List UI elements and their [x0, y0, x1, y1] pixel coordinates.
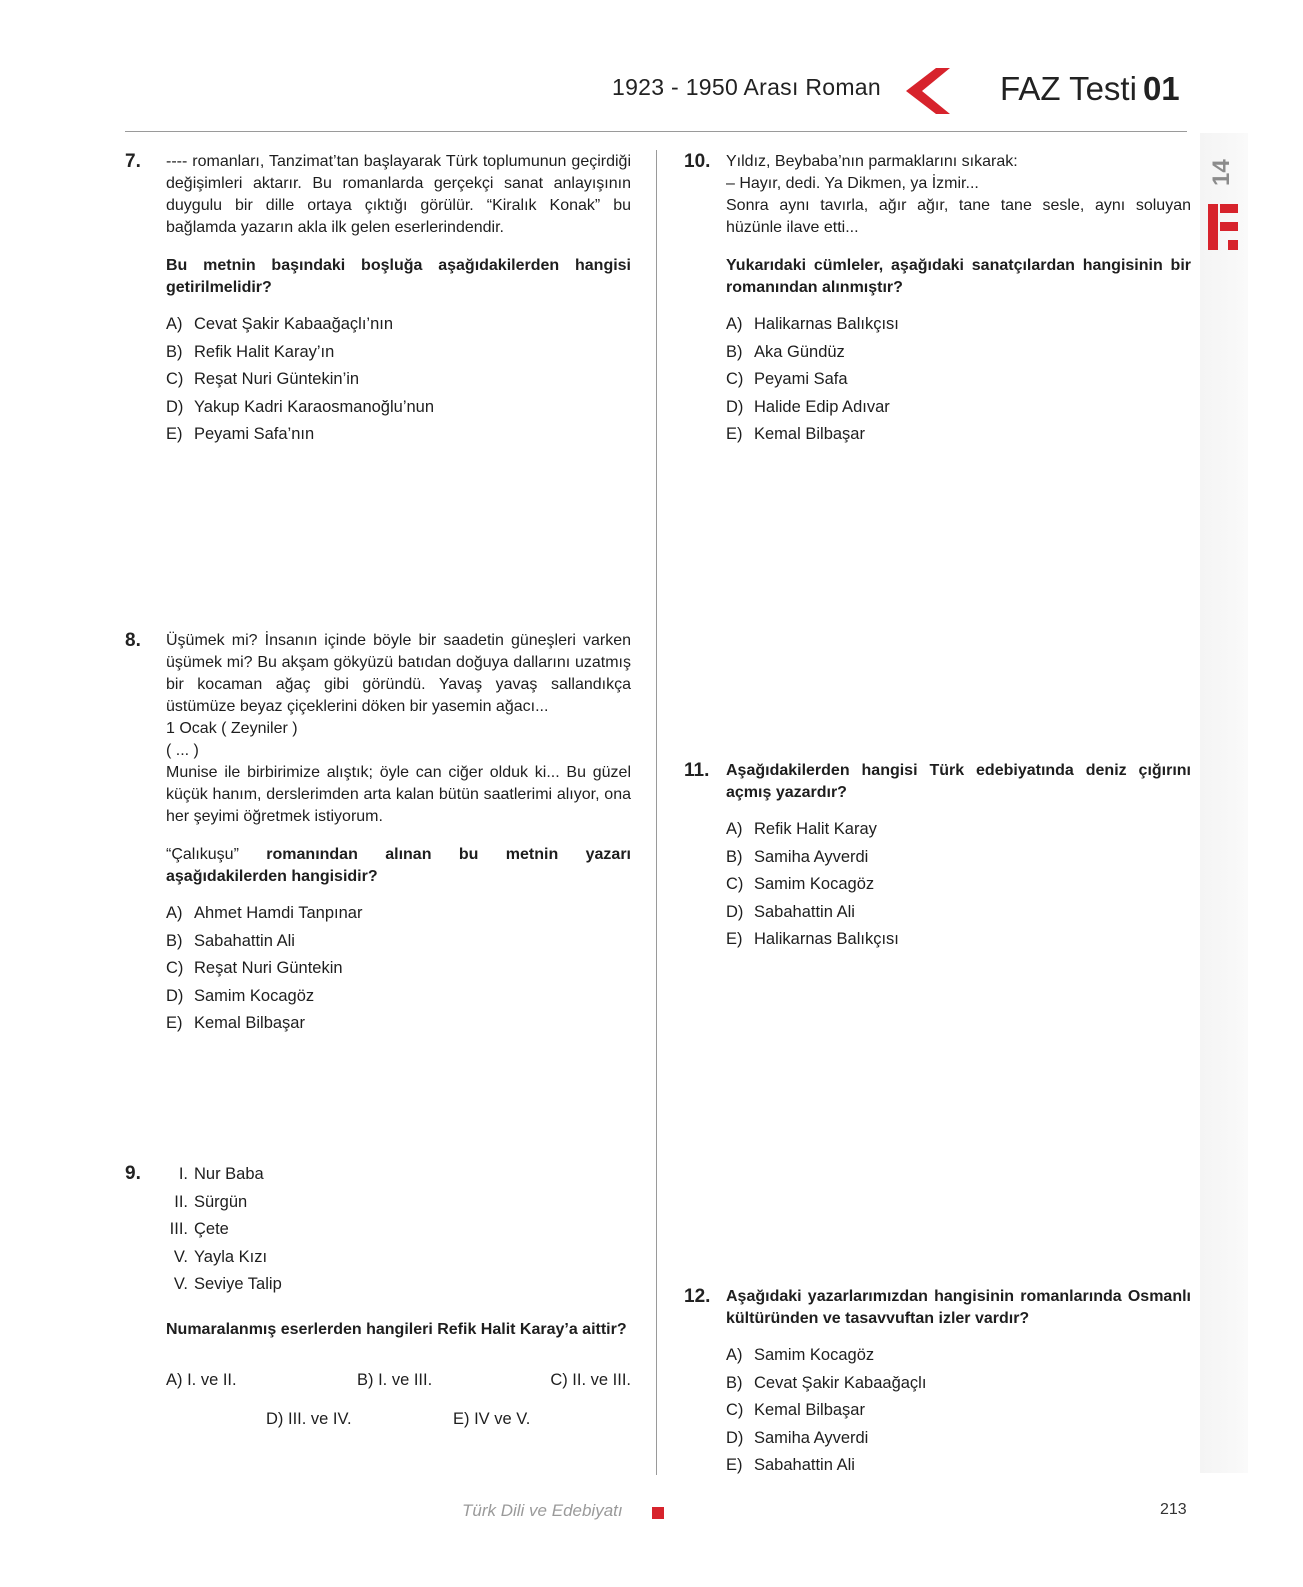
option-d[interactable]: D) III. ve IV. — [266, 1409, 352, 1428]
question-9 — [166, 1163, 631, 1441]
option-a[interactable]: A) Ahmet Hamdi Tanpınar — [166, 904, 363, 922]
question-prompt: Aşağıdaki yazarlarımızdan hangisinin romanlarında Osmanlı kültüründen ve tasavvuftan izler vardır? — [726, 1288, 1191, 1327]
option-c[interactable]: C) II. ve III. — [550, 1370, 631, 1389]
answer-options — [726, 313, 1191, 451]
page-number: 213 — [1160, 1501, 1187, 1518]
option-d[interactable]: D) Samim Kocagöz — [166, 986, 315, 1005]
passage-text: Sonra aynı tavırla, ağır ağır, tane tane sesle, aynı soluyan hüzünle ilave etti... — [726, 197, 1191, 236]
fasikul-mark-icon — [1208, 202, 1240, 252]
passage-date: 1 Ocak ( Zeyniler ) — [166, 720, 298, 737]
question-stem — [726, 151, 1191, 239]
numbered-works-list — [166, 1163, 631, 1301]
side-tab-number: 14 — [1208, 159, 1235, 186]
question-prompt: “Çalıkuşu” romanından alınan bu metnin yazarı aşağıdakilerden hangisidir? — [166, 846, 631, 885]
footer-subject: Türk Dili ve Edebiyatı — [462, 1501, 623, 1520]
question-number: 12. — [684, 1286, 711, 1307]
option-c[interactable]: C) Reşat Nuri Güntekin — [166, 959, 343, 977]
option-e[interactable]: E) Peyami Safa’nın — [166, 425, 315, 443]
option-d[interactable]: D) Halide Edip Adıvar — [726, 397, 890, 416]
option-d[interactable]: D) Samiha Ayverdi — [726, 1428, 869, 1447]
test-title — [1000, 70, 1180, 108]
square-icon — [652, 1507, 664, 1519]
question-prompt: Numaralanmış eserlerden hangileri Refik Halit Karay’a aittir? — [166, 1320, 627, 1338]
question-number: 10. — [684, 151, 711, 172]
list-item: V. Yayla Kızı — [173, 1247, 268, 1266]
option-e[interactable]: E) IV ve V. — [453, 1409, 531, 1428]
question-10 — [726, 151, 1191, 451]
answer-options — [166, 1361, 631, 1441]
question-prompt: Bu metnin başındaki boşluğa aşağıdakilerden hangisi getirilmelidir? — [166, 257, 631, 296]
question-12 — [726, 1286, 1191, 1482]
option-b[interactable]: B) Samiha Ayverdi — [726, 847, 869, 866]
option-b[interactable]: B) Aka Gündüz — [726, 342, 845, 361]
question-11 — [726, 760, 1191, 956]
side-tab — [1200, 133, 1248, 1473]
option-b[interactable]: B) Cevat Şakir Kabaağaçlı — [726, 1373, 927, 1392]
question-7 — [166, 151, 631, 451]
passage-text: Yıldız, Beybaba’nın parmaklarını sıkarak: — [726, 153, 1018, 170]
option-e[interactable]: E) Sabahattin Ali — [726, 1456, 855, 1474]
option-c[interactable]: C) Kemal Bilbaşar — [726, 1401, 865, 1419]
option-a[interactable]: A) Cevat Şakir Kabaağaçlı’nın — [166, 315, 394, 333]
option-c[interactable]: C) Samim Kocagöz — [726, 875, 875, 893]
question-stem — [166, 630, 631, 828]
question-prompt: Yukarıdaki cümleler, aşağıdaki sanatçılardan hangisinin bir romanından alınmıştır? — [726, 257, 1191, 296]
option-e[interactable]: E) Kemal Bilbaşar — [166, 1014, 305, 1032]
passage-text: Munise ile birbirimize alıştık; öyle can ciğer olduk ki... Bu güzel küçük hanım, derslerimden arta kalan bütün saatlerimi alıyor, ona her şeyimi öğretmek istiyorum. — [166, 764, 631, 825]
answer-options — [166, 313, 631, 451]
answer-options — [166, 902, 631, 1040]
test-label: FAZ Testi — [1000, 70, 1137, 107]
question-8 — [166, 630, 631, 1040]
option-a[interactable]: A) Halikarnas Balıkçısı — [726, 315, 899, 333]
option-c[interactable]: C) Peyami Safa — [726, 370, 848, 388]
option-a[interactable]: A) I. ve II. — [166, 1370, 237, 1389]
question-number: 11. — [684, 760, 710, 781]
passage-text: Üşümek mi? İnsanın içinde böyle bir saadetin güneşleri varken üşümek mi? Bu akşam gökyüzü batıdan doğuya dallarını uzatmış bir kocaman ağaç gibi göründü. Yavaş yavaş sallandıkça üstümüze beyaz çiçeklerini döken bir yasemin ağacı... — [166, 632, 631, 715]
question-stem: ---- romanları, Tanzimat’tan başlayarak Türk toplumunun geçirdiği değişimleri aktarır. Bu romanlarda gerçekçi sanat anlayışının duygulu bir dille ortaya çıktığı görülür. “Kiralık Konak” bu bağlamda yazarın akla ilk gelen eserlerindendir. — [166, 153, 631, 236]
column-divider — [656, 150, 657, 1475]
option-b[interactable]: B) Refik Halit Karay’ın — [166, 342, 335, 361]
question-prompt: Aşağıdakilerden hangisi Türk edebiyatında deniz çığırını açmış yazardır? — [726, 762, 1191, 801]
chapter-title: 1923 - 1950 Arası Roman — [611, 74, 881, 100]
option-d[interactable]: D) Sabahattin Ali — [726, 902, 855, 921]
passage-ellipsis: ( ... ) — [166, 742, 199, 759]
option-b[interactable]: B) Sabahattin Ali — [166, 931, 295, 950]
option-b[interactable]: B) I. ve III. — [357, 1370, 433, 1389]
answer-options — [726, 1344, 1191, 1482]
question-number: 9. — [125, 1163, 141, 1184]
option-a[interactable]: A) Refik Halit Karay — [726, 820, 877, 838]
list-item: V. Seviye Talip — [173, 1275, 282, 1293]
list-item: III. Çete — [169, 1220, 229, 1238]
option-e[interactable]: E) Kemal Bilbaşar — [726, 425, 865, 443]
answer-options — [726, 818, 1191, 956]
header-divider — [125, 131, 1187, 132]
option-e[interactable]: E) Halikarnas Balıkçısı — [726, 930, 899, 948]
question-number: 7. — [125, 151, 141, 172]
question-number: 8. — [125, 630, 141, 651]
list-item: I. Nur Baba — [178, 1165, 264, 1183]
chevron-left-icon — [906, 68, 950, 114]
option-a[interactable]: A) Samim Kocagöz — [726, 1346, 875, 1364]
option-c[interactable]: C) Reşat Nuri Güntekin’in — [166, 370, 360, 388]
list-item: II. Sürgün — [174, 1192, 248, 1211]
option-d[interactable]: D) Yakup Kadri Karaosmanoğlu’nun — [166, 397, 435, 416]
test-number: 01 — [1142, 70, 1180, 107]
passage-text: – Hayır, dedi. Ya Dikmen, ya İzmir... — [726, 175, 979, 192]
